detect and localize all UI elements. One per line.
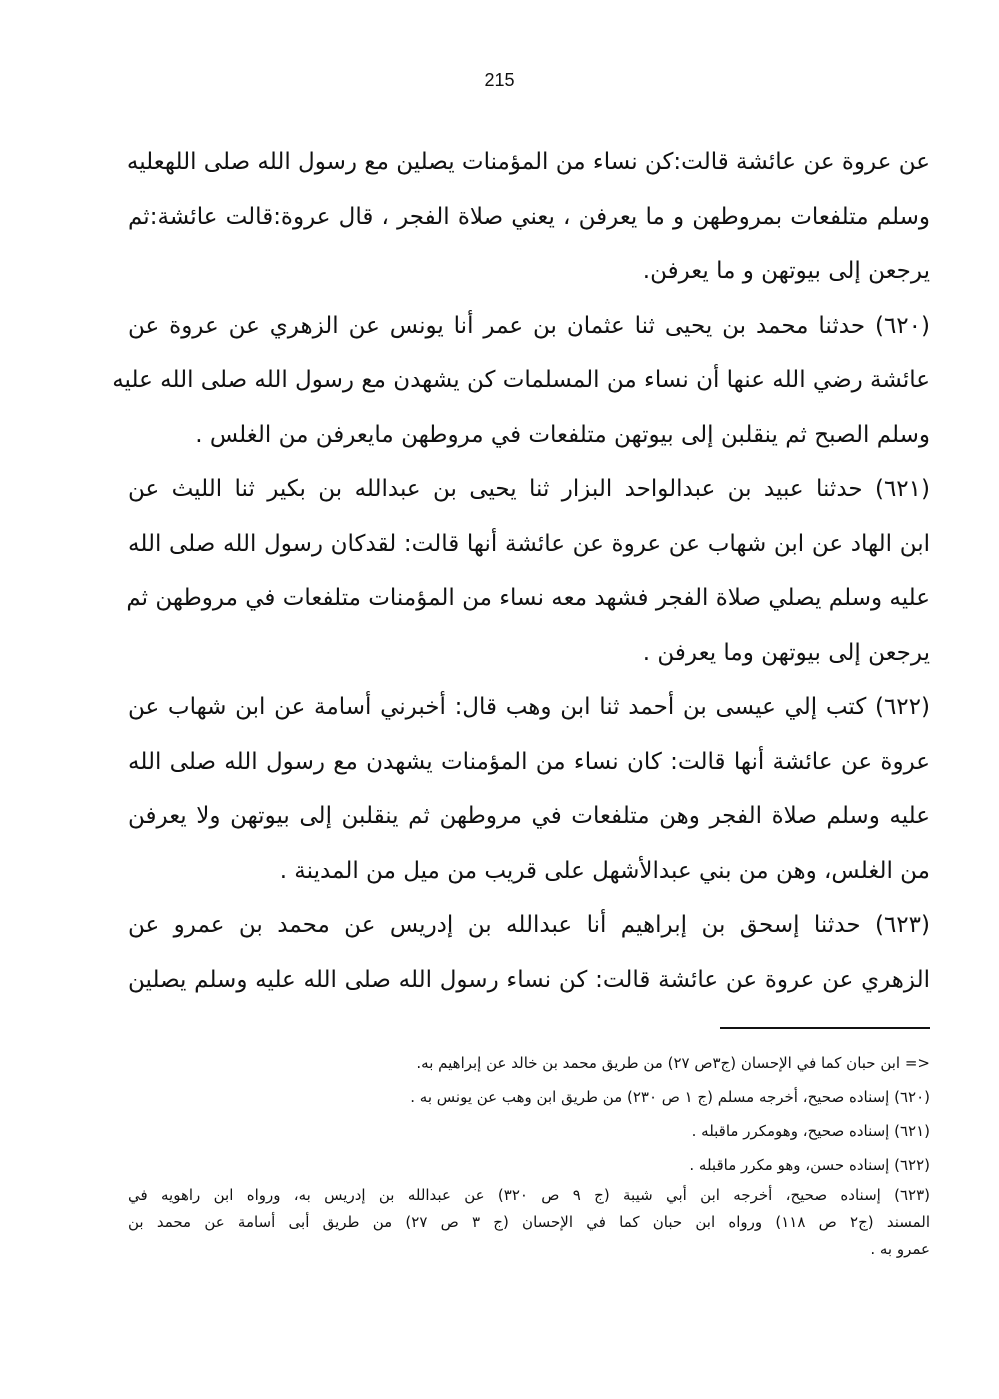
- text-line: يرجعن إلى بيوتهن و ما يعرفن.: [642, 258, 930, 284]
- text-line: (٦٢٣) حدثنا إسحق بن إبراهيم أنا عبدالله بن إدريس عن محمد بن عمرو عن: [128, 912, 930, 938]
- footnote-line: (٦٢١) إسناده صحيح، وهومكرر ماقبله .: [691, 1122, 930, 1140]
- footnote-line: (٦٢٠) إسناده صحيح، أخرجه مسلم (ج ١ ص ٢٣٠) من طريق ابن وهب عن يونس به .: [410, 1088, 930, 1106]
- text-line: عائشة رضي الله عنها أن نساء من المسلمات كن يشهدن مع رسول الله صلى الله عليه: [112, 367, 930, 393]
- text-line: (٦٢١) حدثنا عبيد بن عبدالواحد البزار ثنا يحيى بن عبدالله بن بكير ثنا الليث عن: [128, 476, 930, 502]
- text-line: ابن الهاد عن ابن شهاب عن عروة عن عائشة أنها قالت: لقدكان رسول الله صلى الله: [128, 530, 930, 557]
- text-line: من الغلس، وهن من بني عبدالأشهل على قريب من ميل من المدينة .: [279, 857, 930, 884]
- page-number: 215: [484, 70, 515, 90]
- footnote-separator: [720, 1027, 930, 1029]
- text-line: وسلم الصبح ثم ينقلبن إلى بيوتهن متلفعات في مروطهن مايعرفن من الغلس .: [195, 421, 930, 448]
- footnote-line: (٦٢٣) إسناده صحيح، أخرجه ابن أبي شيبة (ج ٩ ص ٣٢٠) عن عبدالله بن إدريس به، ورواه ابن راهويه في: [128, 1186, 931, 1204]
- text-line: عليه وسلم صلاة الفجر وهن متلفعات في مروطهن ثم ينقلبن إلى بيوتهن ولا يعرفن: [128, 803, 930, 829]
- text-line: عليه وسلم يصلي صلاة الفجر فشهد معه نساء من المؤمنات متلفعات في مروطهن ثم: [126, 585, 930, 611]
- text-line: عروة عن عائشة أنها قالت: كان نساء من المؤمنات يشهدن مع رسول الله صلى الله: [128, 748, 930, 775]
- text-line: الزهري عن عروة عن عائشة قالت: كن نساء رسول الله صلى الله عليه وسلم يصلين: [128, 966, 930, 993]
- text-line: يرجعن إلى بيوتهن وما يعرفن .: [642, 639, 930, 666]
- footnote-line: (٦٢٢) إسناده حسن، وهو مكرر ماقبله .: [689, 1156, 930, 1174]
- footnotes: [128, 1046, 930, 1263]
- text-line: (٦٢٢) كتب إلي عيسى بن أحمد ثنا ابن وهب قال: أخبرني أسامة عن ابن شهاب عن: [128, 694, 930, 720]
- footnote-line: عمرو به .: [870, 1240, 930, 1258]
- footnote-line: <= ابن حبان كما في الإحسان (ج٣ص ٢٧) من طريق محمد بن خالد عن إبراهيم به.: [416, 1054, 930, 1072]
- text-line: وسلم متلفعات بمروطهن و ما يعرفن ، يعني صلاة الفجر ، قال عروة:قالت عائشة:ثم: [128, 203, 930, 230]
- text-line: عن عروة عن عائشة قالت:كن نساء من المؤمنات يصلين مع رسول الله صلى اللهعليه: [126, 149, 930, 175]
- footnote-line: المسند (ج٢ ص ١١٨) ورواه ابن حبان كما في الإحسان (ج ٣ ص ٢٧) من طريق أبى أسامة عن محمد بن: [128, 1213, 931, 1231]
- text-line: (٦٢٠) حدثنا محمد بن يحيى ثنا عثمان بن عمر أنا يونس عن الزهري عن عروة عن: [128, 312, 930, 339]
- main-text: [112, 140, 930, 1012]
